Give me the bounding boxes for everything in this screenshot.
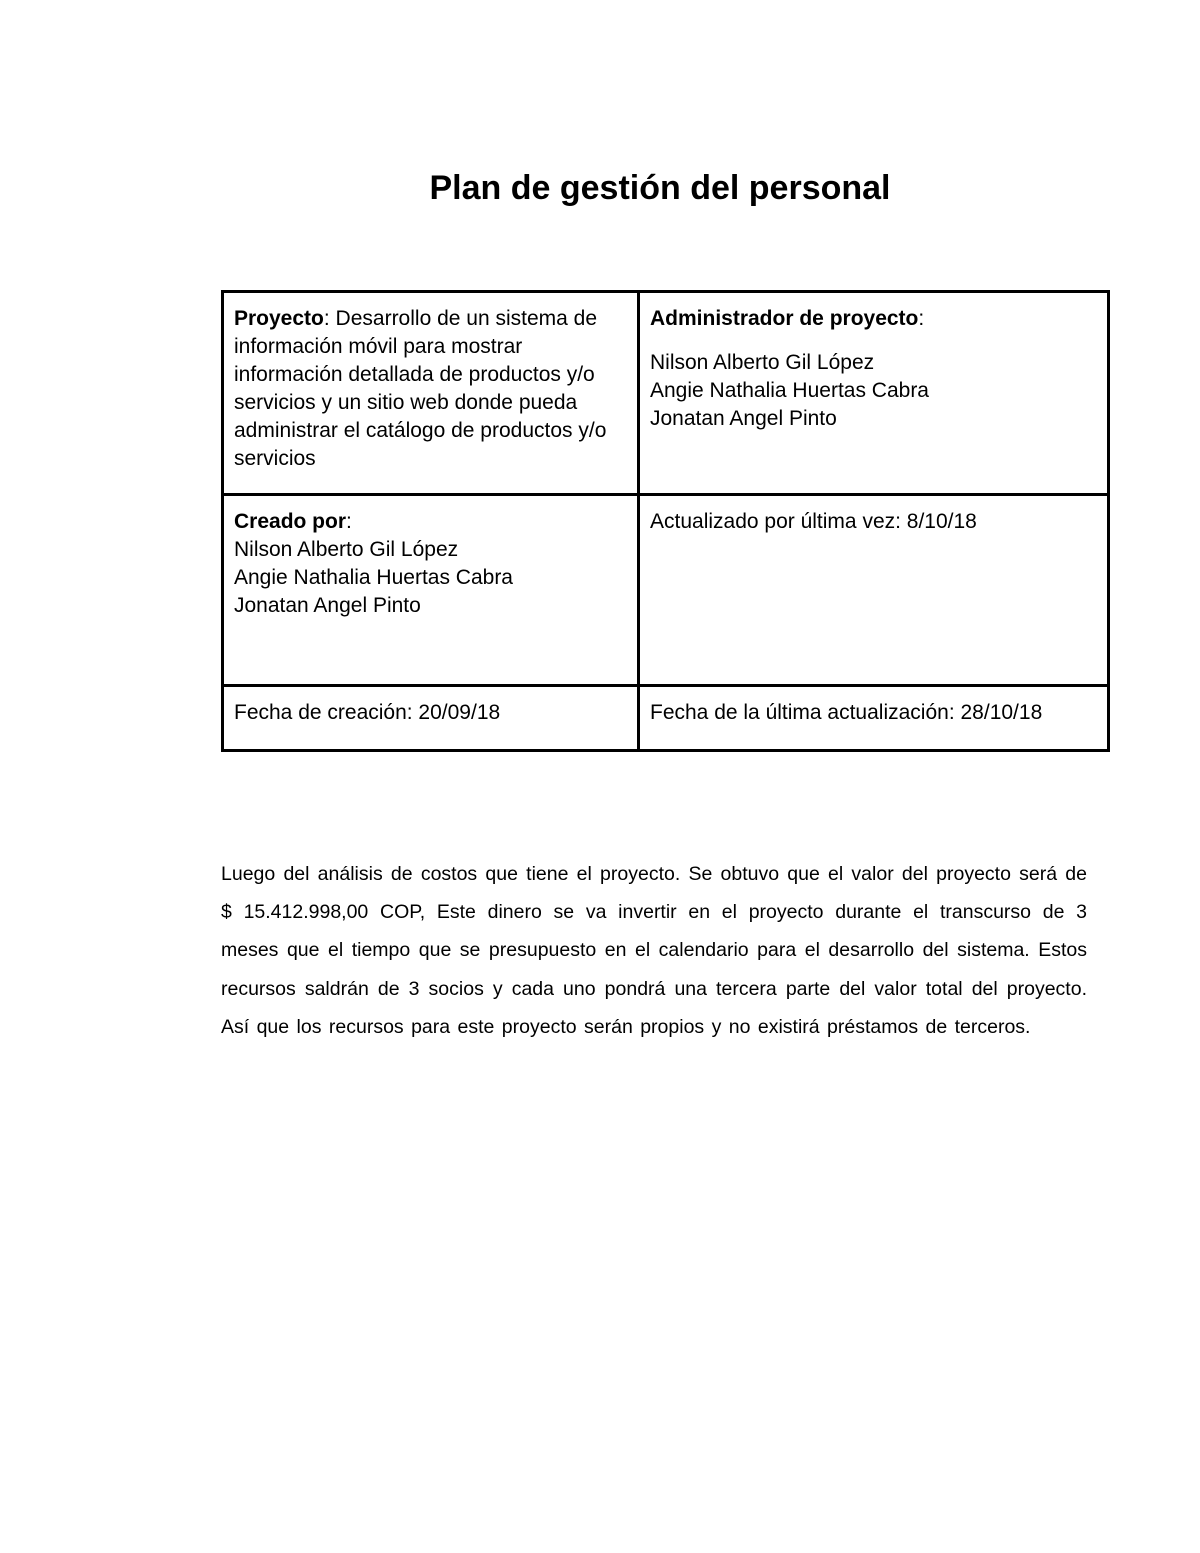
creator-name: Jonatan Angel Pinto: [234, 594, 421, 617]
project-manager-names: [650, 349, 1097, 433]
creator-name: Angie Nathalia Huertas Cabra: [234, 566, 513, 589]
last-updated-text: Actualizado por última vez: 8/10/18: [650, 510, 977, 533]
last-update-date-text: Fecha de la última actualización: 28/10/18: [650, 701, 1043, 724]
last-updated-by-cell: [639, 495, 1109, 686]
project-colon: :: [323, 307, 336, 330]
created-by-colon: :: [346, 510, 352, 533]
document-title: Plan de gestión del personal: [429, 169, 891, 207]
project-label: Proyecto: [234, 307, 324, 330]
project-manager-cell: [639, 292, 1109, 495]
cost-analysis-paragraph: Luego del análisis de costos que tiene el proyecto. Se obtuvo que el valor del proyecto será de $ 15.412.998,00 COP, Este dinero se va invertir en el proyecto durante el transcurso de 3 meses que el tiempo que se presupuesto en el calendario para el desarrollo del sistema. Estos recursos saldrán de 3 socios y cada uno pondrá una tercera parte del valor total del proyecto. Así que los recursos para este proyecto serán propios y no existirá préstamos de terceros.: [221, 863, 1087, 1038]
project-description: Desarrollo de un sistema de información móvil para mostrar información detallada de productos y/o servicios y un sitio web donde pueda administrar el catálogo de productos y/o servicios: [234, 307, 607, 470]
table-row: [223, 495, 1109, 686]
created-by-cell: [223, 495, 639, 686]
creation-date-cell: [223, 686, 639, 751]
manager-name: Nilson Alberto Gil López: [650, 351, 875, 374]
created-by-names: [234, 536, 627, 620]
table-row: [223, 686, 1109, 751]
creator-name: Nilson Alberto Gil López: [234, 538, 459, 561]
creation-date-text: Fecha de creación: 20/09/18: [234, 701, 501, 724]
created-by-label: Creado por: [234, 510, 347, 533]
project-info-table: [221, 290, 1110, 752]
last-update-date-cell: [639, 686, 1109, 751]
project-manager-colon: :: [918, 307, 925, 330]
table-row: [223, 292, 1109, 495]
manager-name: Angie Nathalia Huertas Cabra: [650, 379, 929, 402]
project-cell: [223, 292, 639, 495]
manager-name: Jonatan Angel Pinto: [650, 407, 837, 430]
project-manager-label: Administrador de proyecto: [650, 307, 919, 330]
